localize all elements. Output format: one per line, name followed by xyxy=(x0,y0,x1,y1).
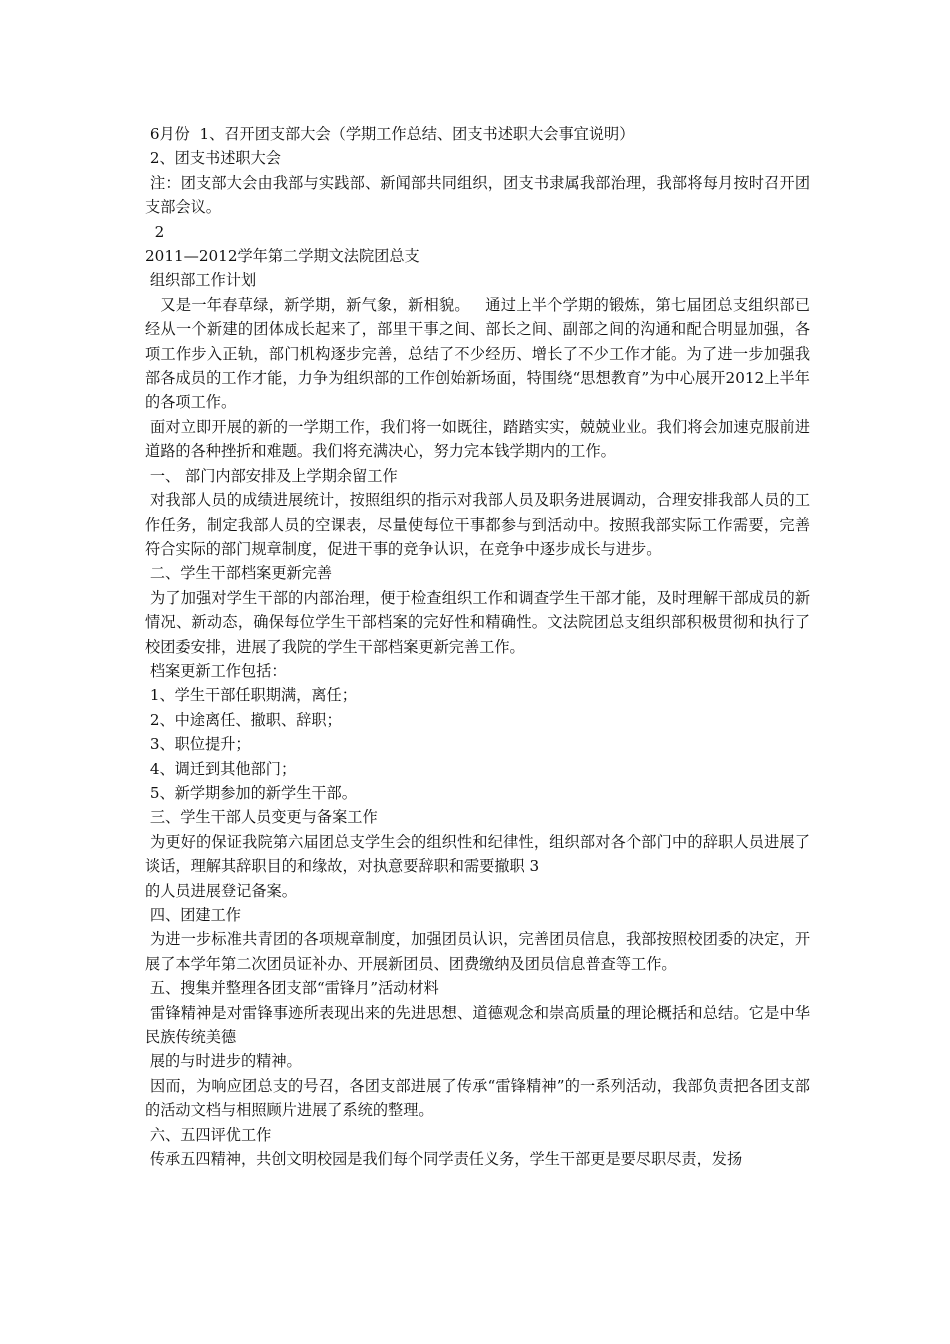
paragraph: 又是一年春草绿，新学期，新气象，新相貌。 通过上半个学期的锻炼，第七届团总支组织部已经从一个新建的团体成长起来了，部里干事之间、部长之间、副部之间的沟通和配合明显加强，各项工作步入正轨，部门机构逐步完善，总结了不少经历、增长了不少工作才能。为了进一步加强我部各成员的工作才能，力争为组织部的工作创始新场面，特围绕“思想教育”为中心展开2012上半年的各项工作。 xyxy=(145,295,811,412)
paragraph: 为了加强对学生干部的内部治理，便于检查组织工作和调查学生干部才能，及时理解干部成员的新情况、新动态，确保每位学生干部档案的完好性和精确性。文法院团总支组织部积极贯彻和执行了校团委安排，进展了我院的学生干部档案更新完善工作。 xyxy=(145,588,811,656)
paragraph: 面对立即开展的新的一学期工作，我们将一如既往，踏踏实实，兢兢业业。我们将会加速克服前进道路的各种挫折和难题。我们将充满决心，努力完本钱学期内的工作。 xyxy=(145,417,811,461)
list-item: 1、学生干部任职期满，离任； xyxy=(145,686,357,705)
paragraph: 6月份 1、召开团支部大会（学期工作总结、团支书述职大会事宜说明） xyxy=(145,125,635,143)
paragraph: 展的与时进步的精神。 xyxy=(145,1052,302,1071)
paragraph: 为更好的保证我院第六届团总支学生会的组织性和纪律性，组织部对各个部门中的辞职人员进展了谈话，理解其辞职目的和缘故，对执意要辞职和需要撤职 3 xyxy=(145,832,811,876)
document-subtitle: 组织部工作计划 xyxy=(145,271,257,290)
page-number: 2 xyxy=(145,222,165,241)
paragraph: 2、团支书述职大会 xyxy=(145,149,281,168)
document-body xyxy=(145,122,810,1171)
paragraph: 对我部人员的成绩进展统计，按照组织的指示对我部人员及职务进展调动，合理安排我部人员的工作任务，制定我部人员的空课表，尽量使每位干事都参与到活动中。按照我部实际工作需要，完善符合实际的部门规章制度，促进干事的竞争认识，在竞争中逐步成长与进步。 xyxy=(145,491,811,558)
paragraph: 的人员进展登记备案。 xyxy=(145,881,297,900)
paragraph: 因而，为响应团总支的号召，各团支部进展了传承“雷锋精神”的一系列活动，我部负责把各团支部的活动文档与相照顾片进展了系统的整理。 xyxy=(145,1076,810,1120)
list-item: 2、中途离任、撤职、辞职； xyxy=(145,710,342,729)
paragraph: 为进一步标准共青团的各项规章制度，加强团员认识，完善团员信息，我部按照校团委的决定，开展了本学年第二次团员证补办、开展新团员、团费缴纳及团员信息普查等工作。 xyxy=(145,930,811,973)
paragraph: 注：团支部大会由我部与实践部、新闻部共同组织，团支书隶属我部治理，我部将每月按时召开团支部会议。 xyxy=(145,173,811,217)
section-heading: 五、搜集并整理各团支部“雷锋月”活动材料 xyxy=(145,979,439,998)
section-heading: 三、学生干部人员变更与备案工作 xyxy=(145,808,378,827)
paragraph: 雷锋精神是对雷锋事迹所表现出来的先进思想、道德观念和崇高质量的理论概括和总结。它是中华民族传统美德 xyxy=(145,1003,811,1047)
list-item: 3、职位提升； xyxy=(145,735,251,754)
paragraph: 传承五四精神，共创文明校园是我们每个同学责任义务，学生干部更是要尽职尽责，发扬 xyxy=(145,1150,743,1169)
list-item: 4、调迁到其他部门； xyxy=(145,759,297,778)
section-heading: 四、团建工作 xyxy=(145,906,241,924)
section-heading: 一、 部门内部安排及上学期余留工作 xyxy=(145,466,398,485)
list-item: 5、新学期参加的新学生干部。 xyxy=(145,783,357,802)
document-title: 2011—2012学年第二学期文法院团总支 xyxy=(145,247,420,266)
section-heading: 二、学生干部档案更新完善 xyxy=(145,564,333,583)
paragraph: 档案更新工作包括： xyxy=(145,661,287,680)
section-heading: 六、五四评优工作 xyxy=(145,1125,272,1144)
